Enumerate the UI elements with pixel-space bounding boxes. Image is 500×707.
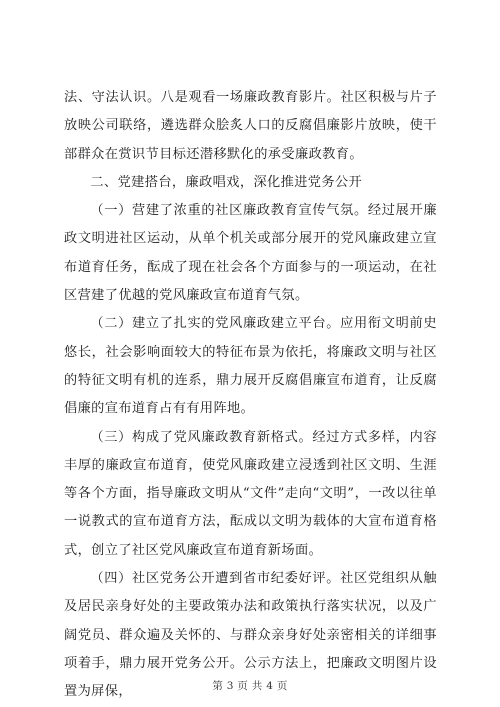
paragraph-item-1: （一）营建了浓重的社区廉政教育宣传气氛。经过展开廉政文明进社区运动，从单个机关或部分展开的党风廉政建立宣布道育任务，酝成了现在社会各个方面参与的一项运动，在社区营建了优越的党风廉政宣布道育气氛。 — [64, 203, 437, 304]
paragraph-item-2: （二）建立了扎实的党风廉政建立平台。应用衔文明前史悠长，社会影响面较大的特征布景为依托，将廉政文明与社区的特征文明有机的连系，鼎力展开反腐倡廉宣布道育，让反腐倡廉的宣布道育占有有用阵地。 — [64, 316, 437, 417]
section-heading: 二、党建搭台，廉政唱戏，深化推进党务公开 — [90, 174, 363, 190]
document-body — [64, 84, 437, 707]
paragraph-continuation: 法、守法认识。八是观看一场廉政教育影片。社区积极与片子放映公司联络，遴选群众脍炙人口的反腐倡廉影片放映，使干部群众在赏识节目标还潜移默化的承受廉政教育。 — [64, 90, 437, 162]
paragraph-item-4: （四）社区党务公开遭到省市纪委好评。社区党组织从触及居民亲身好处的主要政策办法和政策执行落实状况，以及广阔党员、群众遍及关怀的、与群众亲身好处亲密相关的详细事项着手，鼎力展开党务公开。公示方法上，把廉政文明图片设置为屏保， — [64, 571, 437, 700]
paragraph-item-3: （三）构成了党风廉政教育新格式。经过方式多样，内容丰厚的廉政宣布道育，使党风廉政建立浸透到社区文明、生涯等各个方面，指导廉政文明从“文件”走向“文明”，一改以往单一说教式的宣布道育方法，酝成以文明为载体的大宣布道育格式，创立了社区党风廉政宣布道育新场面。 — [64, 429, 437, 558]
page-number-label: 第 3 页 共 4 页 — [212, 680, 288, 692]
page-footer — [0, 678, 500, 693]
